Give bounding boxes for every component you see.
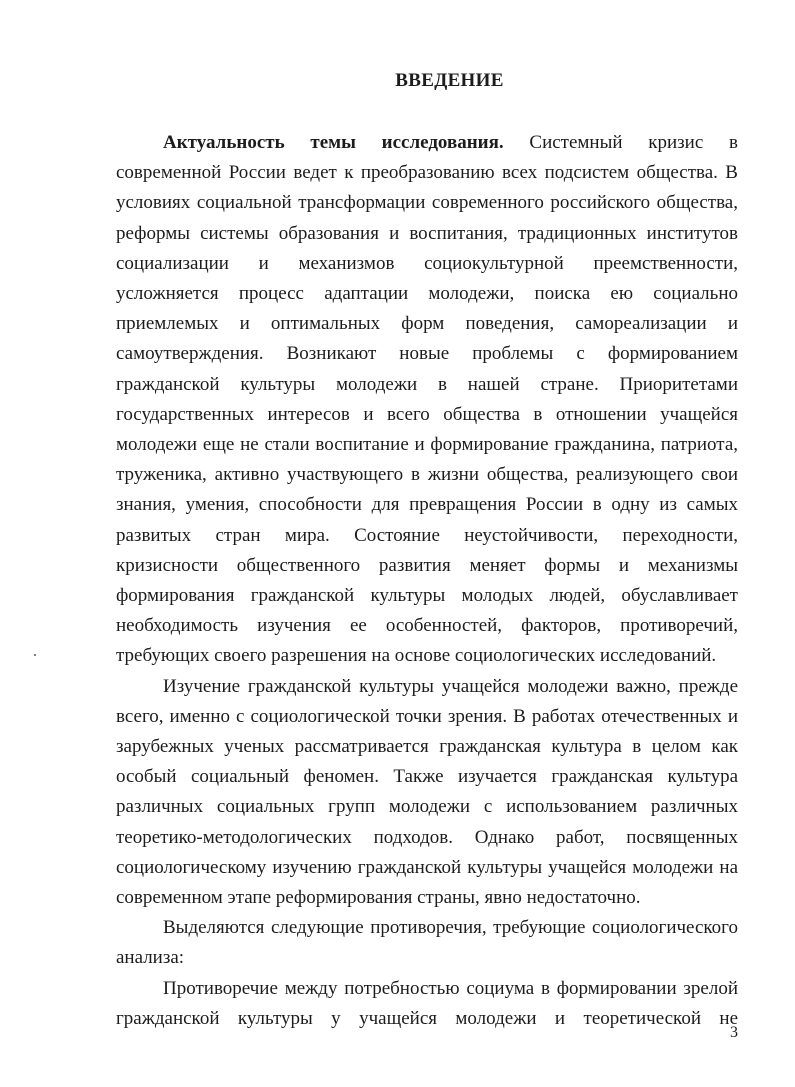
paragraph-contradictions-intro: Выделяются следующие противоречия, требующие социологического анализа: xyxy=(116,917,738,969)
paragraph-text: Системный кризис в современной России ведет к преобразованию всех подсистем общества. В условиях социальной трансформации современного российского общества, реформы системы образования и воспитания, традиционных институтов социализации и механизмов социокультурной преемственности, усложняется процесс адаптации молодежи, поиска ею социально приемлемых и оптимальных форм поведения, самореализации и самоутверждения. Возникают новые проблемы с формированием гражданской культуры молодежи в нашей стране. Приоритетами государственных интересов и всего общества в отношении учащейся молодежи еще не стали воспитание и формирование гражданина, патриота, труженика, активно участвующего в жизни общества, реализующего свои знания, умения, способности для превращения России в одну из самых развитых стран мира. Состояние неустойчивости, переходности, кризисности общественного развития меняет формы и механизмы формирования гражданской культуры молодых людей, обуславливает необходимость изучения ее особенностей, факторов, противоречий, требующих своего разрешения на основе социологических исследований. xyxy=(116,132,738,667)
paragraph-relevance xyxy=(116,128,738,672)
section-heading: ВВЕДЕНИЕ xyxy=(395,70,504,91)
paragraph-study: Изучение гражданской культуры учащейся молодежи важно, прежде всего, именно с социологической точки зрения. В работах отечественных и зарубежных ученых рассматривается гражданская культура в целом как особый социальный феномен. Также изучается гражданская культура различных социальных групп молодежи с использованием различных теоретико-методологических подходов. Однако работ, посвященных социологическому изучению гражданской культуры учащейся молодежи на современном этапе реформирования страны, явно недостаточно. xyxy=(116,675,738,909)
scan-speck xyxy=(34,654,36,656)
page-number: 3 xyxy=(730,1024,738,1041)
paragraph-contradiction-1: Противоречие между потребностью социума в формировании зрелой гражданской культуры у учащейся молодежи и теоретической не xyxy=(116,977,738,1029)
body-text xyxy=(116,128,738,1034)
paragraph-lead: Актуальность темы исследования. xyxy=(163,132,504,153)
